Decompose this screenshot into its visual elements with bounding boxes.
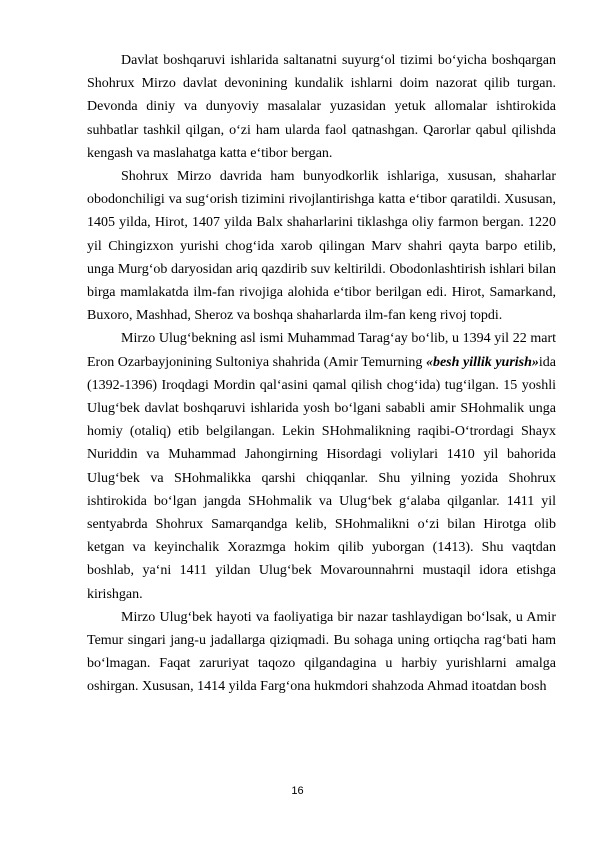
paragraph-ulugbek-biography — [87, 327, 556, 605]
paragraph-construction: Shohrux Mirzo davrida ham bunyodkorlik ishlariga, xususan, shaharlar obodonchiligi va sug‘orish tizimini rivojlantirishga katta e‘tibor qaratildi. Xususan, 1405 yilda, Hirot, 1407 yilda Balx shaharlarini tiklashga oliy farmon bergan. 1220 yil Chingizxon yurishi chog‘ida xarob qilingan Marv shahri qayta barpo etilib, unga Murg‘ob daryosidan ariq qazdirib suv keltirildi. Obodonlashtirish ishlari bilan birga mamlakatda ilm-fan rivojiga alohida e‘tibor berilgan edi. Hirot, Samarkand, Buxoro, Mashhad, Sheroz va boshqa shaharlarda ilm-fan keng rivoj topdi. — [87, 169, 556, 324]
body-text — [87, 49, 556, 699]
emphasis-five-year-campaign: «besh yillik yurish» — [425, 354, 539, 370]
paragraph-text-before: Mirzo Ulug‘bekning asl ismi Muhammad Tarag‘ay bo‘lib, u 1394 yil 22 mart Eron Ozarbayjonining Sultoniya shahrida (Amir Temurning — [87, 331, 556, 370]
paragraph-governance: Davlat boshqaruvi ishlarida saltanatni suyurg‘ol tizimi bo‘yicha boshqargan Shohrux Mirzo davlat devonining kundalik ishlarni doim nazorat qilib turgan. Devonda diniy va dunyoviy masalalar yuzasidan yetuk allomalar ishtirokida suhbatlar tashkil qilgan, o‘zi ham ularda faol qatnashgan. Qarorlar qabul qilishda kengash va maslahatga katta e‘tibor bergan. — [87, 53, 556, 161]
paragraph-ulugbek-activity: Mirzo Ulug‘bek hayoti va faoliyatiga bir nazar tashlaydigan bo‘lsak, u Amir Temur singari jang-u jadallarga qiziqmadi. Bu sohaga uning ortiqcha rag‘bati ham bo‘lmagan. Faqat zaruriyat taqozo qilgandagina u harbiy yurishlarni amalga oshirgan. Xususan, 1414 yilda Farg‘ona hukmdori shahzoda Ahmad itoatdan bosh — [87, 609, 556, 695]
page-number: 16 — [291, 785, 304, 797]
paragraph-text-after: ida (1392-1396) Iroqdagi Mordin qal‘asini qamal qilish chog‘ida) tug‘ilgan. 15 yoshli Ulug‘bek davlat boshqaruvi ishlarida yosh bo‘lgani sababli amir SHohmalik unga homiy (otaliq) etib belgilangan. Lekin SHohmalikning raqibi-O‘trordagi Shayx Nuriddin va Muhammad Jahongirning Hisordagi voliylari 1410 yil bahorida Ulug‘bek va SHohmalikka qarshi chiqqanlar. Shu yilning yozida Shohrux ishtirokida bo‘lgan jangda SHohmalik va Ulug‘bek g‘alaba qilganlar. 1411 yil sentyabrda Shohrux Samarqandga kelib, SHohmalikni o‘zi bilan Hirotga olib ketgan va keyinchalik Xorazmga hokim qilib yuborgan (1413). Shu vaqtdan boshlab, ya‘ni 1411 yildan Ulug‘bek Movarounnahrni mustaqil idora etishga kirishgan. — [87, 354, 556, 602]
